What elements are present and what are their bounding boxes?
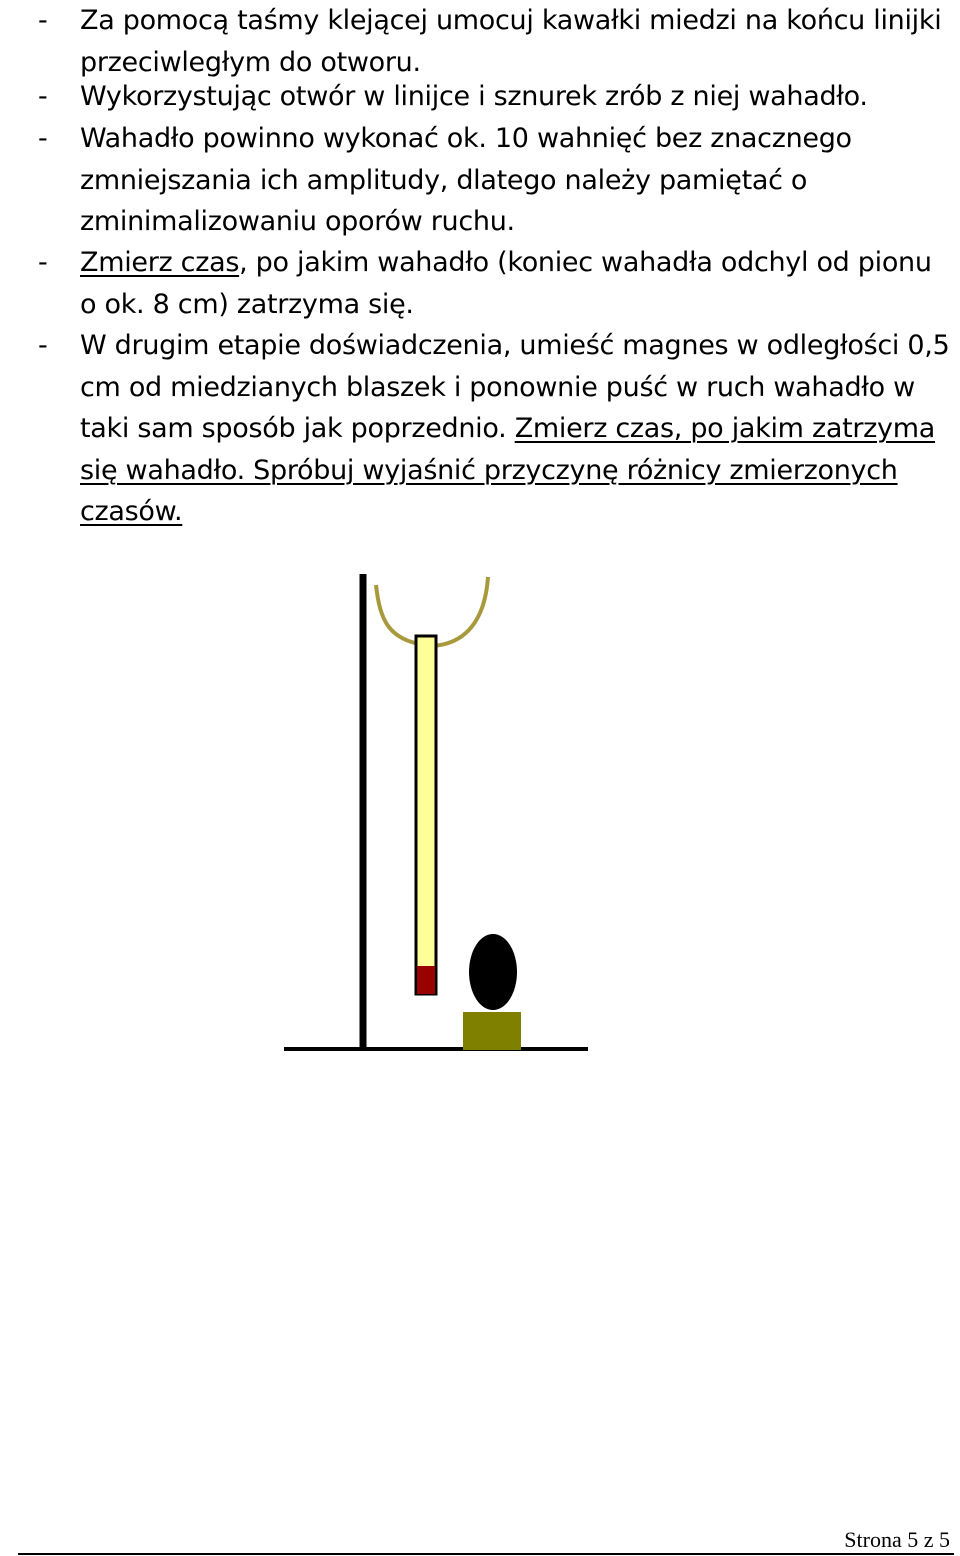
- instruction-text: Za pomocą taśmy klejącej umocuj kawałki miedzi na końcu linijki przeciwległym do otworu.: [80, 5, 942, 78]
- copper-plates: [417, 966, 435, 994]
- bullet-dash: -: [38, 81, 48, 112]
- ruler-pendulum: [416, 636, 436, 994]
- instruction-text: Wykorzystując otwór w linijce i sznurek zrób z niej wahadło.: [80, 81, 868, 112]
- bullet-dash: -: [38, 247, 48, 278]
- pendulum-experiment-illustration: [270, 560, 610, 1070]
- instruction-item: [0, 76, 960, 118]
- instruction-text-underlined: Zmierz czas: [80, 247, 240, 278]
- magnet-stand: [463, 1012, 521, 1050]
- bullet-dash: -: [38, 5, 48, 36]
- instruction-text: , po jakim wahadło (koniec wahadła odchyl od pionu o ok. 8 cm) zatrzyma się.: [80, 247, 932, 320]
- instruction-text: Wahadło powinno wykonać ok. 10 wahnięć bez znacznego zmniejszania ich amplitudy, dlatego należy pamiętać o zminimalizowaniu oporów ruchu.: [80, 123, 852, 237]
- bullet-dash: -: [38, 330, 48, 361]
- instruction-item: [0, 118, 960, 243]
- bullet-dash: -: [38, 123, 48, 154]
- instruction-text: W drugim etapie doświadczenia, umieść magnes w odległości 0,5 cm od miedzianych blaszek i ponownie puść w ruch wahadło w taki sam sposób jak poprzednio.: [80, 330, 950, 444]
- page-number: Strona 5 z 5: [844, 1527, 950, 1552]
- footer-divider: [18, 1553, 954, 1555]
- instruction-item: [0, 325, 960, 533]
- magnet: [469, 934, 517, 1010]
- instruction-text-underlined: Zmierz czas, po jakim zatrzyma się wahadło. Spróbuj wyjaśnić przyczynę różnicy zmierzonych czasów.: [80, 413, 935, 527]
- instruction-item: [0, 242, 960, 325]
- instruction-item: [0, 0, 960, 83]
